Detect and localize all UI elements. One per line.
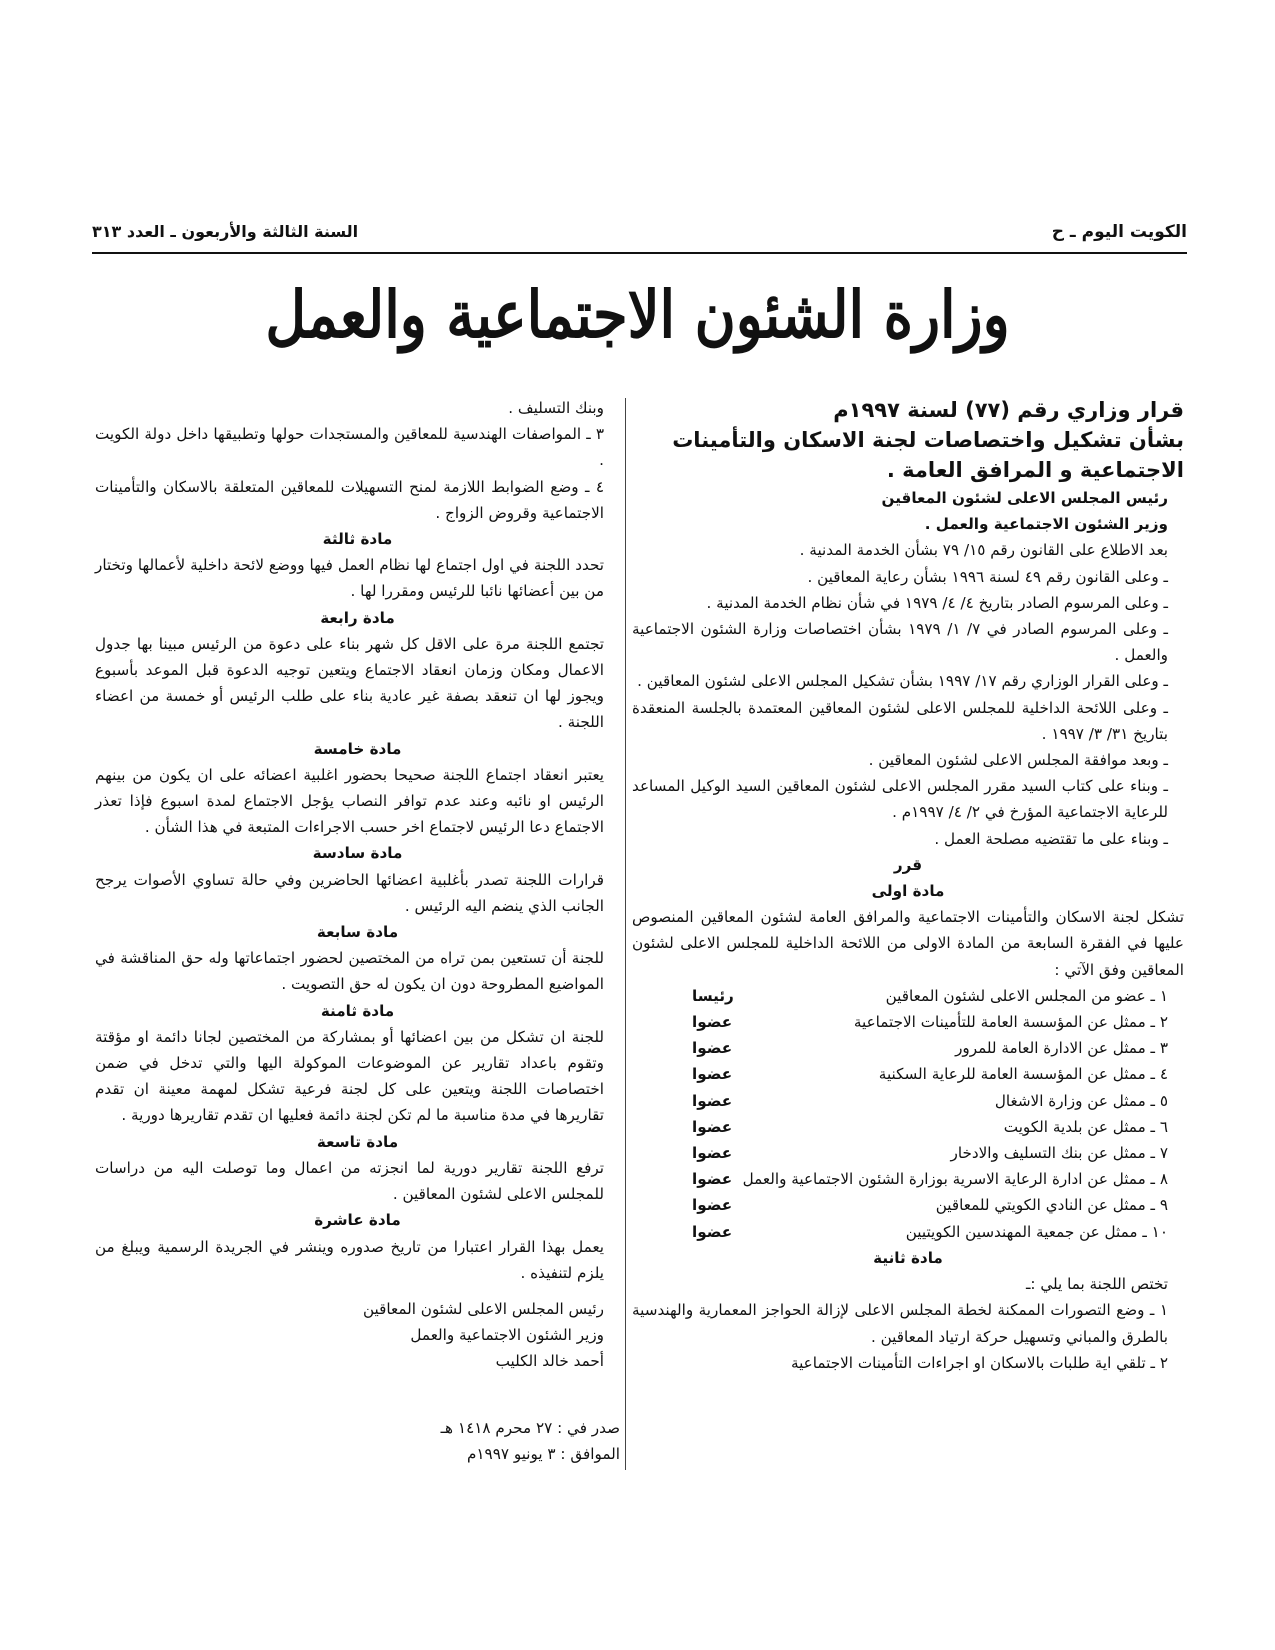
member-name: ٥ ـ ممثل عن وزارة الاشغال xyxy=(994,1091,1168,1110)
ministry-title: وزارة الشئون الاجتماعية والعمل xyxy=(265,277,1010,353)
article-5-text: يعتبر انعقاد اجتماع اللجنة صحيحا بحضور اغلبية اعضائه على ان يكون من بينهم الرئيس او نائبه وعند عدم توافر النصاب يؤجل الاجتماع لمدة اسبوع فإذا تعذر الاجتماع دعا الرئيس لاجتماع اخر حسب الاجراءات المتبعة في هذا الشأن . xyxy=(95,765,604,837)
preamble-item: ـ وبناء على كتاب السيد مقرر المجلس الاعلى لشئون المعاقين السيد الوكيل المساعد للرعاية الاجتماعية المؤرخ في ٢/ ٤/ ١٩٩٧م . xyxy=(632,777,1168,822)
member-role: عضوا xyxy=(692,1065,733,1084)
member-role: عضوا xyxy=(692,1170,733,1189)
member-row xyxy=(632,1061,1184,1087)
article-6-heading: مادة سادسة xyxy=(312,844,403,863)
member-name: ٩ ـ ممثل عن النادي الكويتي للمعاقين xyxy=(935,1196,1168,1215)
article-4-heading: مادة رابعة xyxy=(320,608,395,627)
issue-number: السنة الثالثة والأربعون ـ العدد ٣١٣ xyxy=(92,222,359,241)
member-row xyxy=(632,1009,1184,1035)
preamble-item: ـ وعلى المرسوم الصادر بتاريخ ٤/ ٤/ ١٩٧٩ في شأن نظام الخدمة المدنية . xyxy=(706,593,1168,612)
preamble-head-2: وزير الشئون الاجتماعية والعمل . xyxy=(924,515,1168,534)
member-name: ١٠ ـ ممثل عن جمعية المهندسين الكويتيين xyxy=(905,1222,1168,1241)
article-1-heading: مادة اولى xyxy=(871,882,945,901)
decided-heading: قرر xyxy=(893,855,923,874)
issue-date-block xyxy=(320,1415,620,1467)
member-row xyxy=(632,1035,1184,1061)
issue-date-gregorian: الموافق : ٣ يونيو ١٩٩٧م xyxy=(466,1444,620,1463)
preamble-item: ـ وعلى القانون رقم ٤٩ لسنة ١٩٩٦ بشأن رعاية المعاقين . xyxy=(807,567,1168,586)
article-6-text: قرارات اللجنة تصدر بأغلبية اعضائها الحاضرين وفي حالة تساوي الأصوات يرجح الجانب الذي ينضم اليه الرئيس . xyxy=(95,870,604,915)
preamble-item: ـ وعلى القرار الوزاري رقم ١٧/ ١٩٩٧ بشأن تشكيل المجلس الاعلى لشئون المعاقين . xyxy=(637,672,1168,691)
article-2-item: ٤ ـ وضع الضوابط اللازمة لمنح التسهيلات للمعاقين المتعلقة بالاسكان والتأمينات الاجتماعية وقروض الزواج . xyxy=(95,477,604,522)
member-role: عضوا xyxy=(692,1013,733,1032)
article-1-text: تشكل لجنة الاسكان والتأمينات الاجتماعية والمرافق العامة لشئون المعاقين المنصوص عليها في الفقرة السابعة من المادة الاولى من اللائحة الداخلية للمجلس الاعلى لشئون المعاقين وفق الآتي : xyxy=(632,908,1184,979)
member-role: عضوا xyxy=(692,1196,733,1215)
article-8-text: للجنة ان تشكل من بين اعضائها أو بمشاركة من المختصين لجانا دائمة او مؤقتة وتقوم باعداد تقارير عن الموضوعات الموكولة اليها والتي تدخل في ضمن اختصاصات اللجنة ويتعين على كل لجنة فرعية تشكل لمهمة معينة ان تقدم تقاريرها في مدة مناسبة ما لم تكن لجنة دائمة فعليها ان تقدم تقاريرها دورية . xyxy=(95,1027,604,1125)
member-role: عضوا xyxy=(692,1039,733,1058)
continuation-text: وبنك التسليف . xyxy=(508,399,604,417)
signatory-name: أحمد خالد الكليب xyxy=(495,1352,604,1371)
signature-block xyxy=(95,1296,620,1375)
member-row xyxy=(632,1114,1184,1140)
member-name: ٣ ـ ممثل عن الادارة العامة للمرور xyxy=(955,1039,1168,1058)
member-row xyxy=(632,983,1184,1009)
member-row xyxy=(632,1140,1184,1166)
member-name: ١ ـ عضو من المجلس الاعلى لشئون المعاقين xyxy=(885,986,1168,1005)
article-10-heading: مادة عاشرة xyxy=(314,1211,401,1230)
member-role: عضوا xyxy=(692,1091,733,1110)
article-9-heading: مادة تاسعة xyxy=(316,1132,399,1151)
preamble-item: ـ وبعد موافقة المجلس الاعلى لشئون المعاقين . xyxy=(868,751,1168,770)
article-2-item: ٣ ـ المواصفات الهندسية للمعاقين والمستجدات حولها وتطبيقها داخل دولة الكويت . xyxy=(95,425,604,470)
member-role: رئيسا xyxy=(692,986,734,1005)
member-role: عضوا xyxy=(692,1144,733,1163)
preamble-item: بعد الاطلاع على القانون رقم ١٥/ ٧٩ بشأن الخدمة المدنية . xyxy=(799,541,1168,560)
article-2-intro: تختص اللجنة بما يلي :ـ xyxy=(1025,1275,1168,1294)
publication-name: الكويت اليوم ـ ح xyxy=(1051,222,1187,242)
article-2-item: ١ ـ وضع التصورات الممكنة لخطة المجلس الاعلى لإزالة الحواجز المعمارية والهندسية بالطرق والمباني وتسهيل حركة ارتياد المعاقين . xyxy=(632,1301,1168,1346)
article-3-heading: مادة ثالثة xyxy=(322,530,393,549)
member-name: ٤ ـ ممثل عن المؤسسة العامة للرعاية السكنية xyxy=(878,1065,1168,1084)
column-divider xyxy=(625,398,626,1470)
member-row xyxy=(632,1219,1184,1245)
article-10-text: يعمل بهذا القرار اعتبارا من تاريخ صدوره وينشر في الجريدة الرسمية ويبلغ من يلزم لتنفيذه . xyxy=(95,1237,604,1282)
right-column xyxy=(632,395,1184,1376)
preamble-head-1: رئيس المجلس الاعلى لشئون المعاقين xyxy=(881,489,1168,507)
article-4-text: تجتمع اللجنة مرة على الاقل كل شهر بناء على دعوة من الرئيس مبينا بها جدول الاعمال ومكان وزمان انعقاد الاجتماع ويتعين توجيه الدعوة قبل الموعد بأسبوع ويجوز لها ان تنعقد بصفة غير عادية بناء على طلب الرئيس أو خمسة من اعضاء اللجنة . xyxy=(95,634,604,732)
preamble-item: ـ وعلى المرسوم الصادر في ٧/ ١/ ١٩٧٩ بشأن اختصاصات وزارة الشئون الاجتماعية والعمل . xyxy=(632,620,1168,665)
member-name: ٨ ـ ممثل عن ادارة الرعاية الاسرية بوزارة الشئون الاجتماعية والعمل xyxy=(742,1170,1168,1189)
member-name: ٧ ـ ممثل عن بنك التسليف والادخار xyxy=(950,1144,1168,1163)
member-name: ٢ ـ ممثل عن المؤسسة العامة للتأمينات الاجتماعية xyxy=(853,1013,1168,1032)
member-row xyxy=(632,1192,1184,1218)
member-row xyxy=(632,1088,1184,1114)
decree-title-line2: بشأن تشكيل واختصاصات لجنة الاسكان والتأمينات الاجتماعية و المرافق العامة . xyxy=(672,428,1184,482)
member-name: ٦ ـ ممثل عن بلدية الكويت xyxy=(1003,1117,1168,1136)
signatory-title-1: رئيس المجلس الاعلى لشئون المعاقين xyxy=(362,1299,604,1318)
article-2-heading: مادة ثانية xyxy=(873,1248,943,1267)
member-row xyxy=(632,1166,1184,1192)
decree-title-line1: قرار وزاري رقم (٧٧) لسنة ١٩٩٧م xyxy=(833,398,1184,422)
signatory-title-2: وزير الشئون الاجتماعية والعمل xyxy=(410,1326,604,1345)
preamble-item: ـ وبناء على ما تقتضيه مصلحة العمل . xyxy=(934,829,1168,848)
article-9-text: ترفع اللجنة تقارير دورية لما انجزته من اعمال وما توصلت اليه من دراسات للمجلس الاعلى لشئون المعاقين . xyxy=(95,1158,604,1204)
article-2-item: ٢ ـ تلقي اية طلبات بالاسكان او اجراءات التأمينات الاجتماعية xyxy=(790,1353,1168,1372)
left-column xyxy=(95,395,620,1467)
article-7-text: للجنة أن تستعين بمن تراه من المختصين لحضور اجتماعاتها وله حق المناقشة في المواضيع المطروحة دون ان يكون له حق التصويت . xyxy=(95,949,604,994)
issue-date-hijri: صدر في : ٢٧ محرم ١٤١٨ هـ xyxy=(440,1418,620,1437)
header-rule xyxy=(92,252,1187,254)
article-8-heading: مادة ثامنة xyxy=(320,1001,395,1020)
running-header xyxy=(92,222,1187,248)
member-role: عضوا xyxy=(692,1222,733,1241)
member-role: عضوا xyxy=(692,1117,733,1136)
article-3-text: تحدد اللجنة في اول اجتماع لها نظام العمل فيها ووضع لائحة داخلية لأعمالها وتختار من بين أعضائها نائبا للرئيس ومقررا لها . xyxy=(95,556,604,601)
article-7-heading: مادة سابعة xyxy=(316,923,399,942)
article-5-heading: مادة خامسة xyxy=(313,739,402,758)
preamble-item: ـ وعلى اللائحة الداخلية للمجلس الاعلى لشئون المعاقين المعتمدة بالجلسة المنعقدة بتاريخ ٣١/ ٣/ ١٩٩٧ . xyxy=(632,698,1168,743)
